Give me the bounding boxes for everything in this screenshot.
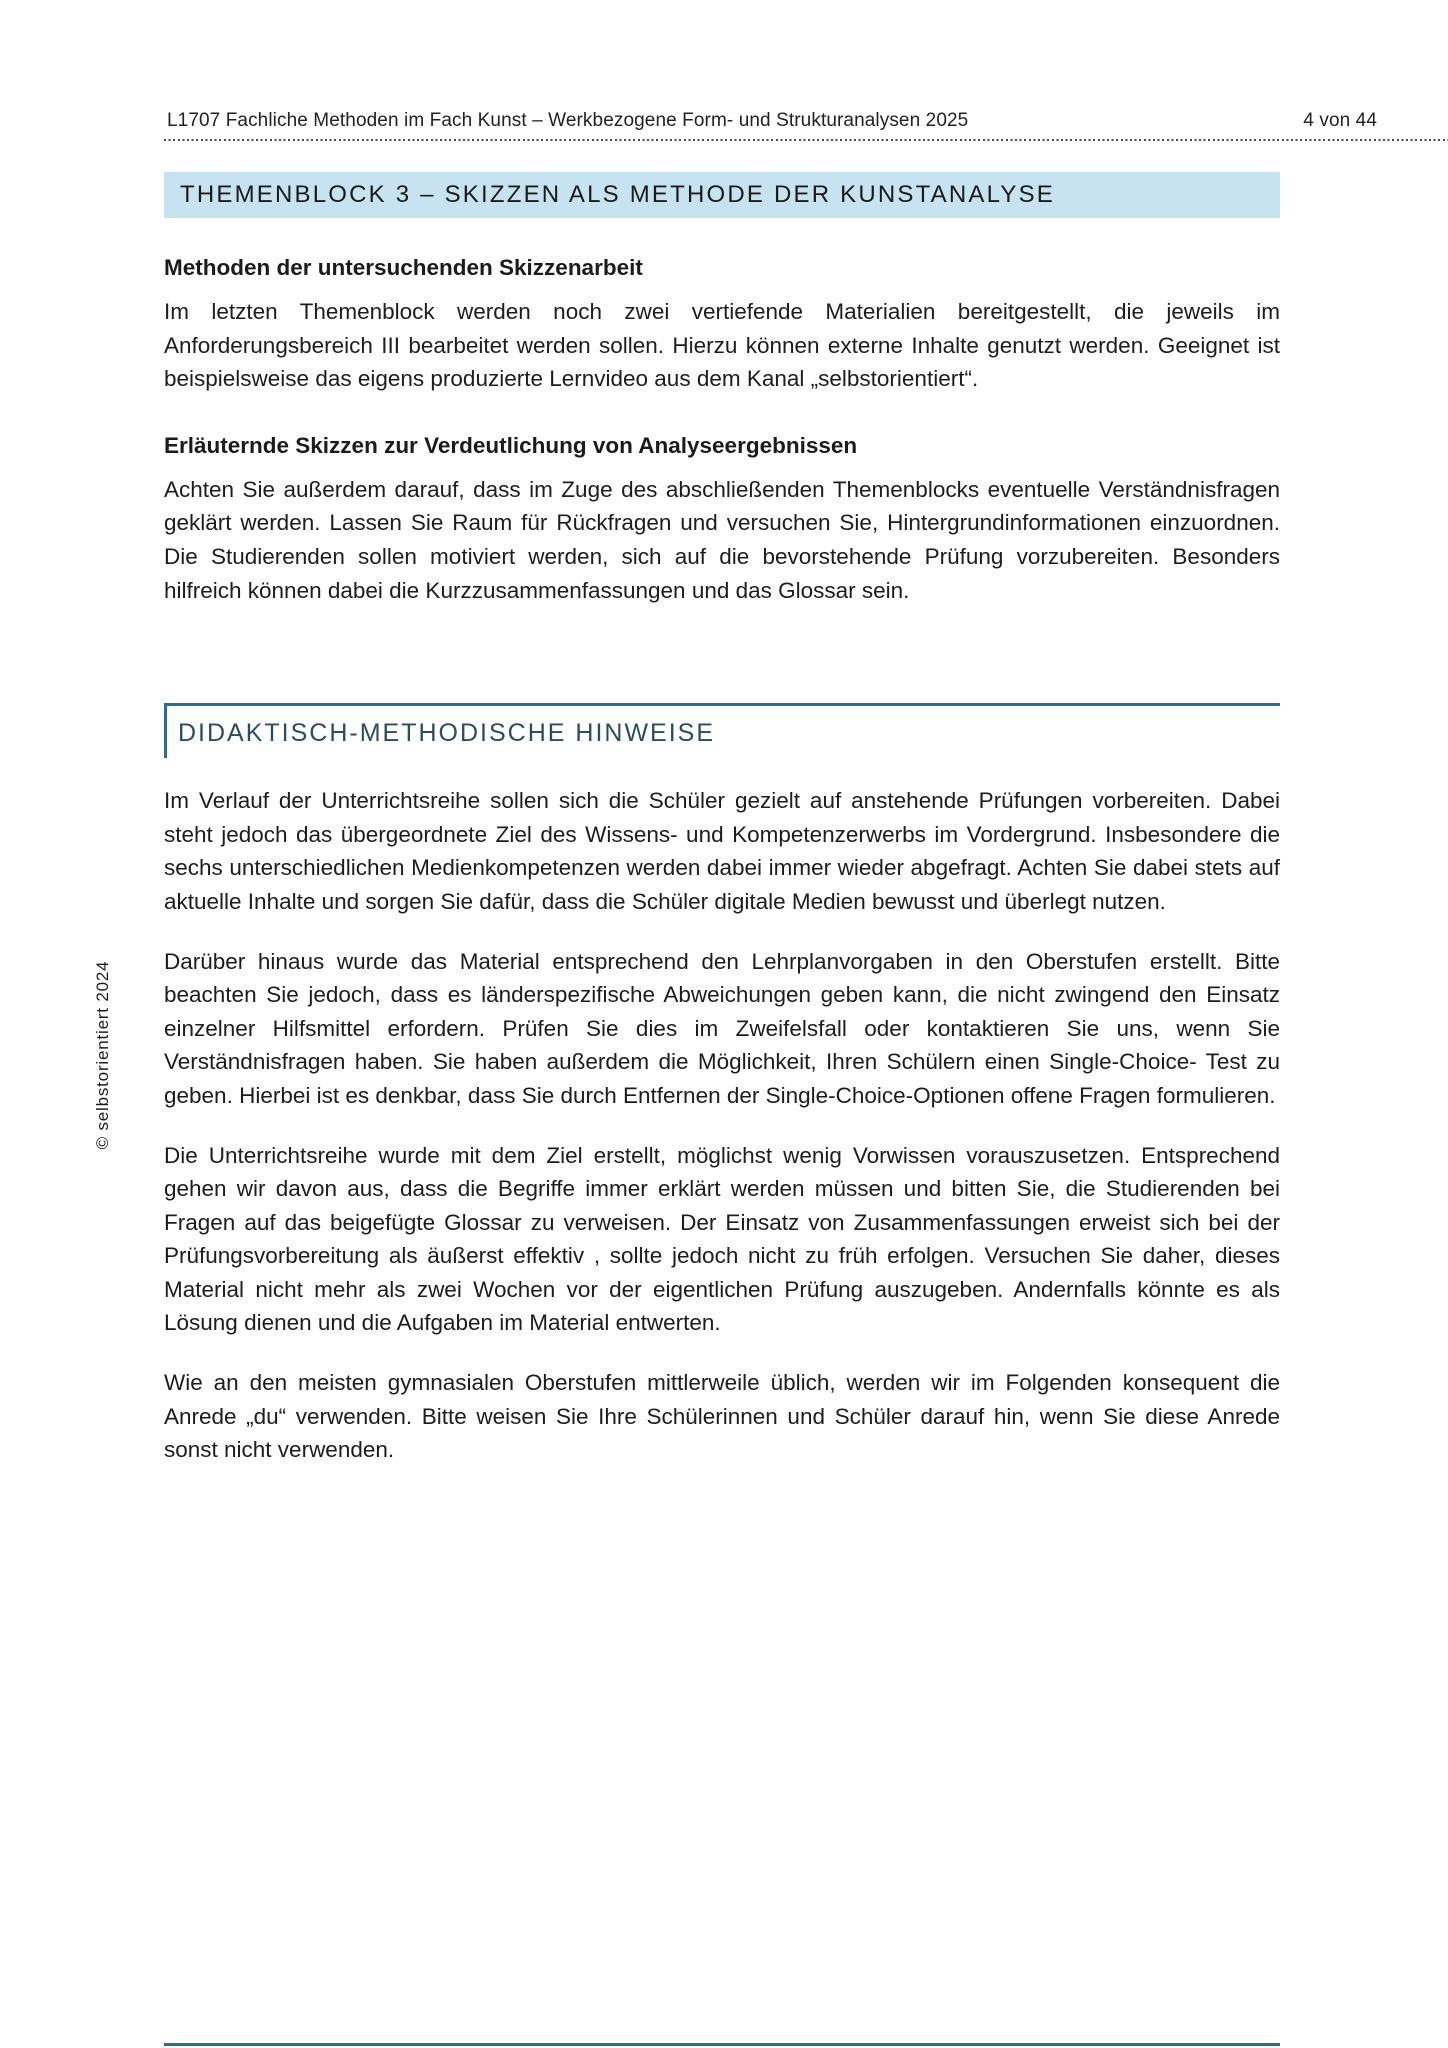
footer-divider <box>164 2043 1280 2046</box>
page-content <box>164 172 1280 1467</box>
header-divider <box>164 139 1448 141</box>
paragraph-themenblock-1: Im letzten Themenblock werden noch zwei vertiefende Materialien bereitgestellt, die jeweils im Anforderungsbereich III bearbeitet werden sollen. Hierzu können externe Inhalte genutzt werden. Geeignet ist beispielsweise das eigens produzierte Lernvideo aus dem Kanal „selbstorientiert“. <box>164 299 1280 392</box>
copyright-vertical-label: © selbstorientiert 2024 <box>93 960 112 1150</box>
themenblock-heading: THEMENBLOCK 3 – SKIZZEN ALS METHODE DER KUNSTANALYSE <box>164 172 1280 218</box>
didaktik-heading-box <box>164 703 1280 758</box>
paragraph-didaktik-3: Die Unterrichtsreihe wurde mit dem Ziel erstellt, möglichst wenig Vorwissen vorauszusetzen. Entsprechend gehen wir davon aus, dass die Begriffe immer erklärt werden müssen und bitten Sie, die Studierenden bei Fragen auf das beigefügte Glossar zu verweisen. Der Einsatz von Zusammenfassungen erweist sich bei der Prüfungsvorbereitung als äußerst effektiv , sollte jedoch nicht zu früh erfolgen. Versuchen Sie daher, dieses Material nicht mehr als zwei Wochen vor der eigentlichen Prüfung auszugeben. Andernfalls könnte es als Lösung dienen und die Aufgaben im Material entwerten. <box>164 1142 1280 1336</box>
subheading-erlaeuternde-skizzen: Erläuternde Skizzen zur Verdeutlichung von Analyseergebnissen <box>164 432 858 458</box>
header-page-number: 4 von 44 <box>1303 110 1377 131</box>
paragraph-didaktik-4: Wie an den meisten gymnasialen Oberstufen mittlerweile üblich, werden wir im Folgenden konsequent die Anrede „du“ verwenden. Bitte weisen Sie Ihre Schülerinnen und Schüler darauf hin, wenn Sie diese Anrede sonst nicht verwenden. <box>164 1370 1280 1463</box>
paragraph-themenblock-2: Achten Sie außerdem darauf, dass im Zuge des abschließenden Themenblocks eventuelle Verständnisfragen geklärt werden. Lassen Sie Raum für Rückfragen und versuchen Sie, Hintergrundinformationen einzuordnen. Die Studierenden sollen motiviert werden, sich auf die bevorstehende Prüfung vorzubereiten. Besonders hilfreich können dabei die Kurzzusammenfassungen und das Glossar sein. <box>164 476 1280 603</box>
header-course-title: L1707 Fachliche Methoden im Fach Kunst – Werkbezogene Form- und Strukturanalysen 2025 <box>167 110 969 131</box>
paragraph-didaktik-1: Im Verlauf der Unterrichtsreihe sollen sich die Schüler gezielt auf anstehende Prüfungen vorbereiten. Dabei steht jedoch das übergeordnete Ziel des Wissens- und Kompetenzerwerbs im Vordergrund. Insbesondere die sechs unterschiedlichen Medienkompetenzen werden dabei immer wieder abgefragt. Achten Sie dabei stets auf aktuelle Inhalte und sorgen Sie dafür, dass die Schüler digitale Medien bewusst und überlegt nutzen. <box>164 788 1280 914</box>
subheading-methoden-skizzenarbeit: Methoden der untersuchenden Skizzenarbeit <box>164 255 643 280</box>
didaktik-heading: DIDAKTISCH-METHODISCHE HINWEISE <box>178 719 716 748</box>
paragraph-didaktik-2: Darüber hinaus wurde das Material entsprechend den Lehrplanvorgaben in den Oberstufen erstellt. Bitte beachten Sie jedoch, dass es länderspezifische Abweichungen geben kann, die nicht zwingend den Einsatz einzelner Hilfsmittel erfordern. Prüfen Sie dies im Zweifelsfall oder kontaktieren Sie uns, wenn Sie Verständnisfragen haben. Sie haben außerdem die Möglichkeit, Ihren Schülern einen Single-Choice- Test zu geben. Hierbei ist es denkbar, dass Sie durch Entfernen der Single-Choice-Optionen offene Fragen formulieren. <box>164 948 1280 1108</box>
page-header <box>167 110 1377 132</box>
didaktik-section <box>164 703 1280 1467</box>
